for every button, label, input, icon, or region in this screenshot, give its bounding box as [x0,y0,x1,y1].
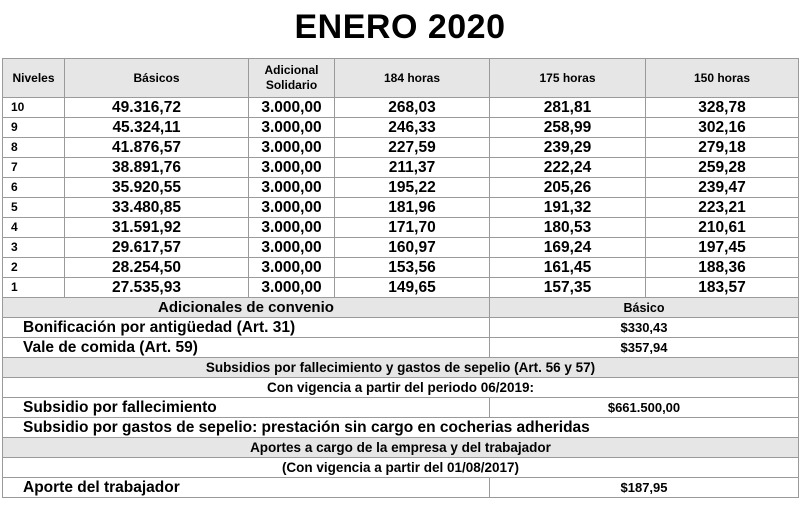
cell-basico: 29.617,57 [65,238,249,258]
subsidios-vigencia: Con vigencia a partir del periodo 06/2019: [3,378,799,398]
table-row [3,178,799,198]
page-title: ENERO 2020 [294,8,506,46]
cell-184: 160,97 [335,238,490,258]
cell-175: 258,99 [490,118,646,138]
cell-150: 210,61 [646,218,799,238]
cell-nivel: 9 [3,118,65,138]
cell-150: 183,57 [646,278,799,298]
cell-150: 239,47 [646,178,799,198]
table-row [3,258,799,278]
cell-175: 222,24 [490,158,646,178]
cell-175: 191,32 [490,198,646,218]
header-adicional-line2: Solidario [265,78,318,92]
cell-184: 195,22 [335,178,490,198]
aportes-header-row [3,438,799,458]
aporte-trabajador-label: Aporte del trabajador [3,478,490,498]
convenio-row [3,338,799,358]
subsidio-sepelio: Subsidio por gastos de sepelio: prestación sin cargo en cocherias adheridas [3,418,799,438]
cell-175: 161,45 [490,258,646,278]
cell-adicional: 3.000,00 [249,198,335,218]
cell-adicional: 3.000,00 [249,258,335,278]
cell-adicional: 3.000,00 [249,138,335,158]
header-adicional-line1: Adicional [264,63,319,77]
aporte-trabajador-value: $187,95 [490,478,799,498]
cell-150: 223,21 [646,198,799,218]
cell-150: 259,28 [646,158,799,178]
convenio-row [3,318,799,338]
cell-nivel: 7 [3,158,65,178]
header-184-horas: 184 horas [335,59,490,98]
subsidios-vigencia-row [3,378,799,398]
cell-150: 328,78 [646,98,799,118]
cell-basico: 49.316,72 [65,98,249,118]
subsidios-header: Subsidios por fallecimiento y gastos de sepelio (Art. 56 y 57) [3,358,799,378]
convenio-header-basico: Básico [490,298,799,318]
cell-basico: 28.254,50 [65,258,249,278]
aportes-header: Aportes a cargo de la empresa y del trabajador [3,438,799,458]
cell-175: 239,29 [490,138,646,158]
cell-184: 181,96 [335,198,490,218]
cell-nivel: 6 [3,178,65,198]
cell-175: 169,24 [490,238,646,258]
subsidio-fallecimiento-value: $661.500,00 [490,398,799,418]
subsidio-sepelio-row [3,418,799,438]
cell-adicional: 3.000,00 [249,218,335,238]
cell-basico: 41.876,57 [65,138,249,158]
cell-184: 211,37 [335,158,490,178]
cell-basico: 31.591,92 [65,218,249,238]
table-row [3,198,799,218]
header-175-horas: 175 horas [490,59,646,98]
table-row [3,278,799,298]
cell-175: 205,26 [490,178,646,198]
cell-adicional: 3.000,00 [249,98,335,118]
cell-basico: 27.535,93 [65,278,249,298]
cell-adicional: 3.000,00 [249,238,335,258]
cell-175: 180,53 [490,218,646,238]
cell-184: 149,65 [335,278,490,298]
cell-adicional: 3.000,00 [249,118,335,138]
table-row [3,138,799,158]
header-adicional-solidario [249,59,335,98]
aportes-vigencia-row [3,458,799,478]
cell-150: 188,36 [646,258,799,278]
cell-nivel: 5 [3,198,65,218]
aporte-trabajador-row [3,478,799,498]
cell-basico: 38.891,76 [65,158,249,178]
cell-adicional: 3.000,00 [249,178,335,198]
cell-150: 197,45 [646,238,799,258]
cell-nivel: 8 [3,138,65,158]
table-row [3,158,799,178]
table-row [3,98,799,118]
bonificacion-antiguedad-value: $330,43 [490,318,799,338]
header-niveles: Niveles [3,59,65,98]
cell-184: 171,70 [335,218,490,238]
header-150-horas: 150 horas [646,59,799,98]
convenio-header-row [3,298,799,318]
bonificacion-antiguedad-label: Bonificación por antigüedad (Art. 31) [3,318,490,338]
cell-nivel: 4 [3,218,65,238]
cell-adicional: 3.000,00 [249,278,335,298]
cell-nivel: 1 [3,278,65,298]
table-header-row [3,59,799,98]
cell-nivel: 2 [3,258,65,278]
cell-150: 302,16 [646,118,799,138]
header-basicos: Básicos [65,59,249,98]
table-row [3,118,799,138]
cell-nivel: 3 [3,238,65,258]
cell-nivel: 10 [3,98,65,118]
cell-basico: 35.920,55 [65,178,249,198]
table-row [3,238,799,258]
cell-basico: 45.324,11 [65,118,249,138]
vale-comida-label: Vale de comida (Art. 59) [3,338,490,358]
cell-175: 157,35 [490,278,646,298]
cell-175: 281,81 [490,98,646,118]
cell-184: 227,59 [335,138,490,158]
cell-basico: 33.480,85 [65,198,249,218]
convenio-header: Adicionales de convenio [3,298,490,318]
cell-184: 153,56 [335,258,490,278]
cell-150: 279,18 [646,138,799,158]
cell-184: 268,03 [335,98,490,118]
subsidio-fallecimiento-row [3,398,799,418]
subsidio-fallecimiento-label: Subsidio por fallecimiento [3,398,490,418]
cell-adicional: 3.000,00 [249,158,335,178]
vale-comida-value: $357,94 [490,338,799,358]
aportes-vigencia: (Con vigencia a partir del 01/08/2017) [3,458,799,478]
cell-184: 246,33 [335,118,490,138]
table-row [3,218,799,238]
salary-table [2,58,799,498]
subsidios-header-row [3,358,799,378]
